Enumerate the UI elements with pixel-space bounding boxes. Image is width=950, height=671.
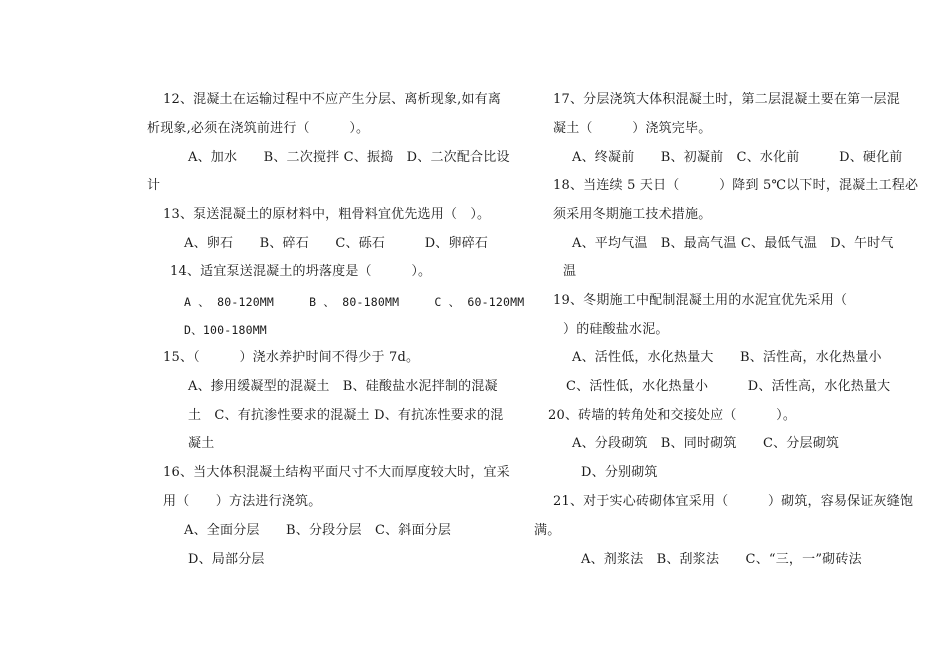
q15-options-line3: 凝土 — [188, 436, 215, 451]
q14-text: 14、适宜泵送混凝土的坍落度是（ ）。 — [170, 264, 432, 279]
q12-text-line2: 析现象,必须在浇筑前进行（ ）。 — [147, 121, 370, 136]
q19-text-line2: ）的硅酸盐水泥。 — [563, 322, 669, 337]
q15-options-line2: 土 C、有抗渗性要求的混凝土 D、有抗冻性要求的混 — [188, 408, 504, 423]
q17-text-line1: 17、分层浇筑大体积混凝土时，第二层混凝土要在第一层混 — [553, 92, 900, 107]
q16-options-line1: A、全面分层 B、分段分层 C、斜面分层 — [184, 523, 452, 538]
q16-options-line2: D、局部分层 — [188, 552, 265, 567]
q20-text: 20、砖墙的转角处和交接处应（ ）。 — [548, 408, 797, 423]
q19-options-line1: A、活性低，水化热量大 B、活性高，水化热量小 — [572, 350, 882, 365]
q14-options-line1: A 、 80-120MM B 、 80-180MM C 、 60-120MM — [184, 295, 525, 309]
q20-options-line1: A、分段砌筑 B、同时砌筑 C、分层砌筑 — [572, 436, 840, 451]
q15-text: 15、（ ）浇水养护时间不得少于 7d。 — [163, 350, 420, 365]
q16-text-line2: 用（ ）方法进行浇筑。 — [163, 494, 322, 509]
q13-text: 13、泵送混凝土的原材料中，粗骨料宜优先选用（ ）。 — [163, 207, 491, 222]
q13-options: A、卵石 B、碎石 C、砾石 D、卵碎石 — [184, 236, 489, 251]
q12-options-line2: 计 — [147, 178, 161, 193]
q19-options-line2: C、活性低，水化热量小 D、活性高，水化热量大 — [566, 379, 891, 394]
q21-text-line1: 21、对于实心砖砌体宜采用（ ）砌筑，容易保证灰缝饱 — [553, 494, 914, 509]
q21-options: A、剂浆法 B、刮浆法 C、“三，一”砌砖法 — [581, 552, 862, 567]
q15-options-line1: A、掺用缓凝型的混凝土 B、硅酸盐水泥拌制的混凝 — [188, 379, 498, 394]
q18-options-line2: 温 — [563, 264, 577, 279]
q17-options: A、终凝前 B、初凝前 C、水化前 D、硬化前 — [572, 150, 903, 165]
q14-options-line2: D、100-180MM — [184, 323, 267, 337]
q16-text-line1: 16、当大体积混凝土结构平面尺寸不大而厚度较大时，宜采 — [163, 465, 510, 480]
q18-text-line2: 须采用冬期施工技术措施。 — [553, 207, 712, 222]
q21-text-line2: 满。 — [534, 523, 561, 538]
q18-text-line1: 18、当连续 5 天日（ ）降到 5℃以下时，混凝土工程必 — [553, 178, 919, 193]
q12-options-line1: A、加水 B、二次搅拌 C、振捣 D、二次配合比设 — [188, 150, 510, 165]
q19-text-line1: 19、冬期施工中配制混凝土用的水泥宜优先采用（ — [553, 293, 848, 308]
q18-options-line1: A、平均气温 B、最高气温 C、最低气温 D、午时气 — [572, 236, 894, 251]
q12-text-line1: 12、混凝土在运输过程中不应产生分层、离析现象,如有离 — [163, 92, 502, 107]
q17-text-line2: 凝土（ ）浇筑完毕。 — [553, 121, 712, 136]
q20-options-line2: D、分别砌筑 — [581, 465, 658, 480]
